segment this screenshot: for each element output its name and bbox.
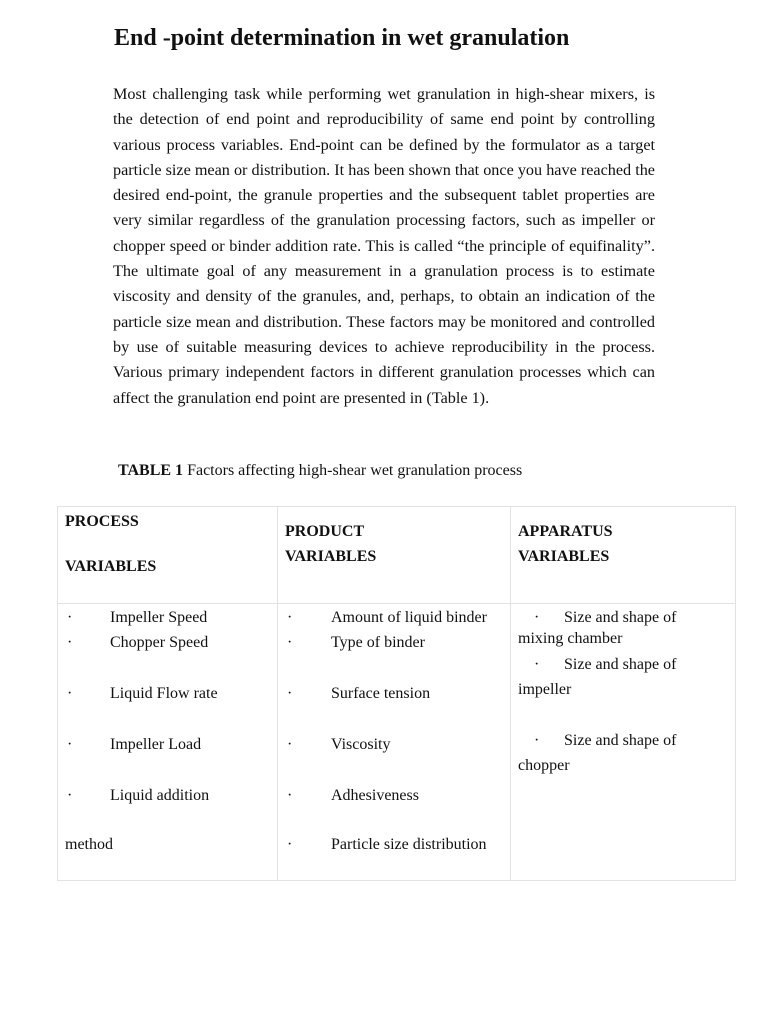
- body-paragraph: Most challenging task while performing wet granulation in high-shear mixers, is the detection of end point and reproducibility of same end point by controlling various process variables. End-point can be defined by the formulator as a target particle size mean or distribution. It has been shown that once you have reached the desired end-point, the granule properties and the subsequent tablet properties are very similar regardless of the granulation processing factors, such as impeller or chopper speed or binder addition rate. This is called “the principle of equifinality”. The ultimate goal of any measurement in a granulation process is to estimate viscosity and density of the granules, and, perhaps, to obtain an indication of the particle size mean and distribution. These factors may be monitored and controlled by use of suitable measuring devices to achieve reproducibility in the process. Various primary independent factors in different granulation processes which can affect the granulation end point are presented in (Table 1).: [113, 85, 655, 407]
- bullet: ·: [287, 685, 293, 702]
- apparatus-item: Size and shape of: [564, 609, 677, 626]
- product-item: Particle size distribution: [331, 836, 487, 853]
- bullet: ·: [287, 787, 293, 804]
- apparatus-item: Size and shape of: [564, 732, 677, 749]
- header-process-line1: PROCESS: [65, 513, 139, 530]
- process-item: Liquid addition: [110, 787, 210, 804]
- header-apparatus-line1: APPARATUS: [518, 523, 613, 540]
- header-product-line2: VARIABLES: [285, 548, 377, 565]
- process-item: method: [65, 836, 113, 853]
- apparatus-item-continuation: chopper: [518, 757, 570, 774]
- bullet: ·: [534, 656, 540, 673]
- header-apparatus-line2: VARIABLES: [518, 548, 610, 565]
- product-item: Viscosity: [331, 736, 391, 753]
- header-product-line1: PRODUCT: [285, 523, 365, 540]
- table-caption-label: TABLE 1: [118, 462, 184, 479]
- apparatus-item-continuation: impeller: [518, 681, 572, 698]
- table-caption-text: Factors affecting high-shear wet granulation process: [183, 462, 523, 479]
- product-item: Type of binder: [331, 634, 425, 651]
- bullet: ·: [287, 836, 293, 853]
- bullet: ·: [534, 732, 540, 749]
- bullet: ·: [534, 609, 540, 626]
- apparatus-item-continuation: mixing chamber: [518, 630, 623, 647]
- header-process-line2: VARIABLES: [65, 558, 157, 575]
- bullet: ·: [67, 609, 73, 626]
- table-caption: [118, 460, 522, 482]
- factors-table: [57, 506, 736, 881]
- bullet: ·: [67, 787, 73, 804]
- process-item: Impeller Load: [110, 736, 202, 753]
- bullet: ·: [287, 634, 293, 651]
- column-divider: [277, 507, 278, 880]
- process-item: Liquid Flow rate: [110, 685, 218, 702]
- product-item: Amount of liquid binder: [331, 609, 487, 626]
- bullet: ·: [287, 736, 293, 753]
- process-item: Impeller Speed: [110, 609, 208, 626]
- column-divider: [510, 507, 511, 880]
- product-item: Adhesiveness: [331, 787, 419, 804]
- product-item: Surface tension: [331, 685, 431, 702]
- apparatus-item: Size and shape of: [564, 656, 677, 673]
- document-title: End -point determination in wet granulation: [114, 25, 570, 51]
- bullet: ·: [287, 609, 293, 626]
- bullet: ·: [67, 736, 73, 753]
- bullet: ·: [67, 685, 73, 702]
- process-item: Chopper Speed: [110, 634, 209, 651]
- header-row-divider: [58, 603, 735, 604]
- bullet: ·: [67, 634, 73, 651]
